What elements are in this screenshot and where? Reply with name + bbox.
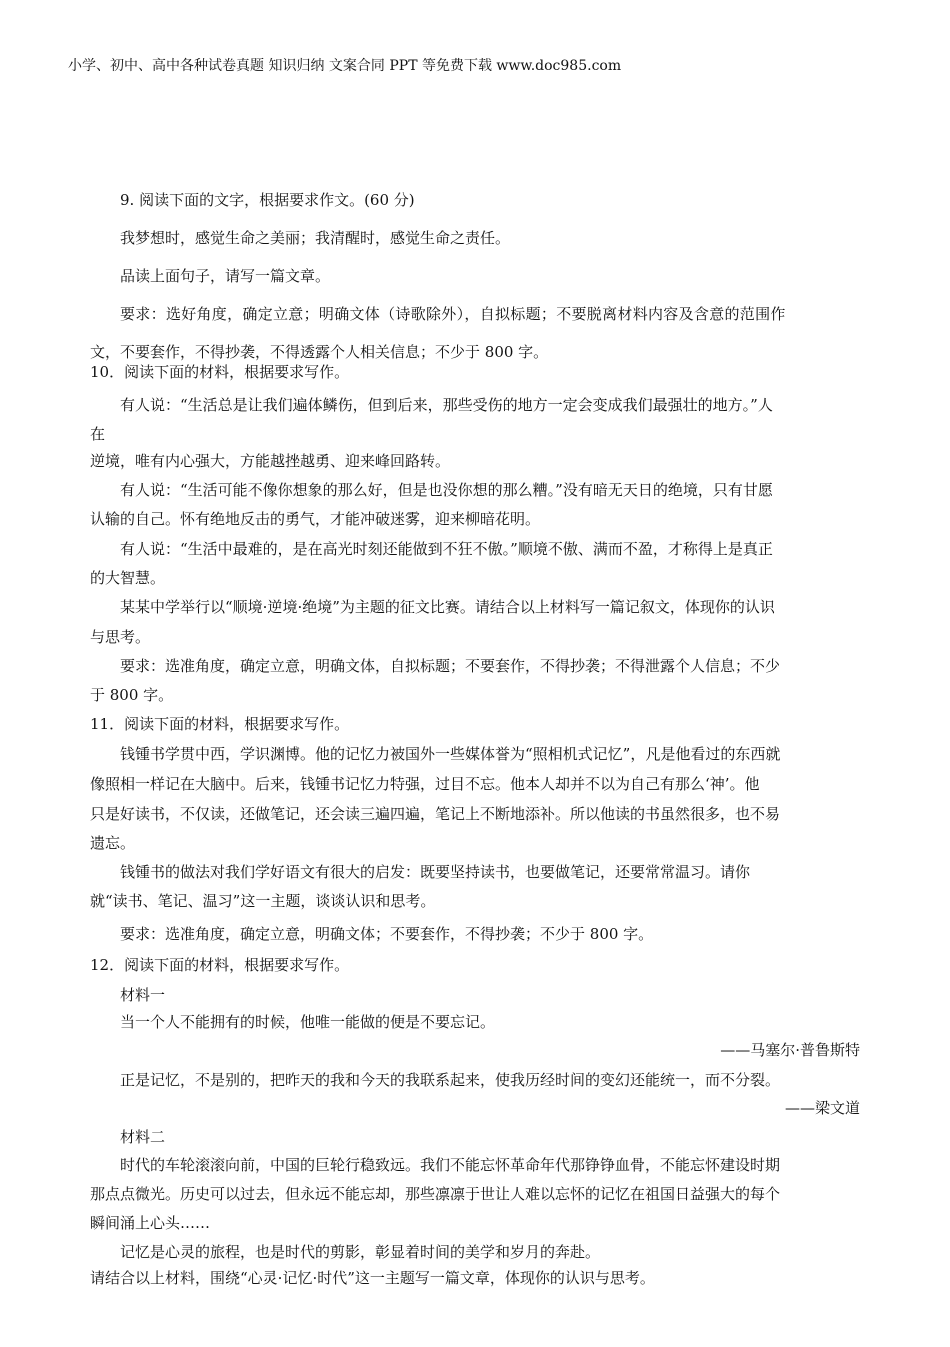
q10-paragraph: 逆境，唯有内心强大，方能越挫越勇、迎来峰回路转。 (90, 452, 451, 470)
q10-paragraph: 的大智慧。 (90, 569, 166, 587)
q10-paragraph: 某某中学举行以“顺境·逆境·绝境”为主题的征文比赛。请结合以上材料写一篇记叙文，体现你的认识 (120, 598, 775, 616)
q10-paragraph: 认输的自己。怀有绝地反击的勇气，才能冲破迷雾，迎来柳暗花明。 (90, 510, 541, 528)
q10-paragraph: 在 (90, 425, 106, 443)
q12-paragraph: 瞬间涌上心头…… (90, 1214, 211, 1232)
q12-paragraph: 那点点微光。历史可以过去，但永远不能忘却，那些凛凛于世让人难以忘怀的记忆在祖国日益强大的每个 (90, 1185, 781, 1203)
q12-quote-source: ——马塞尔·普鲁斯特 (720, 1041, 860, 1059)
q10-requirement: 于 800 字。 (90, 686, 174, 704)
q10-paragraph: 有人说：“生活中最难的，是在高光时刻还能做到不狂不傲。”顺境不傲、满而不盈，才称得上是真正 (120, 540, 773, 558)
q12-quote: 正是记忆，不是别的，把昨天的我和今天的我联系起来，使我历经时间的变幻还能统一，而不分裂。 (120, 1071, 781, 1089)
q11-paragraph: 遗忘。 (90, 834, 136, 852)
q10-title: 10．阅读下面的材料，根据要求写作。 (90, 363, 350, 381)
page-header: 小学、初中、高中各种试卷真题 知识归纳 文案合同 PPT 等免费下载 www.doc985.com (68, 58, 622, 74)
q9-paragraph: 我梦想时，感觉生命之美丽；我清醒时，感觉生命之责任。 (120, 229, 511, 247)
q11-paragraph: 就“读书、笔记、温习”这一主题，谈谈认识和思考。 (90, 892, 436, 910)
q12-paragraph: 时代的车轮滚滚向前，中国的巨轮行稳致远。我们不能忘怀革命年代那铮铮血骨，不能忘怀建设时期 (120, 1156, 781, 1174)
q11-paragraph: 像照相一样记在大脑中。后来，钱锺书记忆力特强，过目不忘。他本人却并不以为自己有那么‘神’。他 (90, 775, 760, 793)
q10-paragraph: 有人说：“生活总是让我们遍体鳞伤，但到后来，那些受伤的地方一定会变成我们最强壮的地方。”人 (120, 396, 773, 414)
q10-paragraph: 与思考。 (90, 628, 151, 646)
q10-paragraph: 有人说：“生活可能不像你想象的那么好，但是也没你想的那么糟。”没有暗无天日的绝境，只有甘愿 (120, 481, 773, 499)
q12-quote-source: ——梁文道 (784, 1099, 860, 1117)
q9-paragraph: 品读上面句子，请写一篇文章。 (120, 267, 331, 285)
q12-material-label: 材料二 (120, 1128, 166, 1146)
q12-paragraph: 记忆是心灵的旅程，也是时代的剪影，彰显着时间的美学和岁月的奔赴。 (120, 1243, 601, 1261)
q12-material-label: 材料一 (120, 986, 166, 1004)
q10-requirement: 要求：选准角度，确定立意，明确文体，自拟标题；不要套作，不得抄袭；不得泄露个人信息；不少 (120, 657, 781, 675)
q11-title: 11．阅读下面的材料，根据要求写作。 (90, 715, 350, 733)
q9-requirement: 文，不要套作，不得抄袭，不得透露个人相关信息；不少于 800 字。 (90, 343, 549, 361)
q11-paragraph: 钱锺书的做法对我们学好语文有很大的启发：既要坚持读书，也要做笔记，还要常常温习。请你 (120, 863, 751, 881)
q9-title: 9. 阅读下面的文字，根据要求作文。(60 分) (120, 191, 415, 209)
q12-quote: 当一个人不能拥有的时候，他唯一能做的便是不要忘记。 (120, 1013, 496, 1031)
q11-paragraph: 钱锺书学贯中西，学识渊博。他的记忆力被国外一些媒体誉为“照相机式记忆”，凡是他看过的东西就 (120, 745, 781, 763)
q12-title: 12．阅读下面的材料，根据要求写作。 (90, 956, 350, 974)
q9-requirement: 要求：选好角度，确定立意；明确文体（诗歌除外），自拟标题；不要脱离材料内容及含意的范围作 (120, 305, 786, 323)
q11-paragraph: 只是好读书，不仅读，还做笔记，还会读三遍四遍，笔记上不断地添补。所以他读的书虽然很多，也不易 (90, 805, 781, 823)
q12-task: 请结合以上材料，围绕“心灵·记忆·时代”这一主题写一篇文章，体现你的认识与思考。 (90, 1269, 655, 1287)
q11-requirement: 要求：选准角度，确定立意，明确文体；不要套作，不得抄袭；不少于 800 字。 (120, 925, 654, 943)
